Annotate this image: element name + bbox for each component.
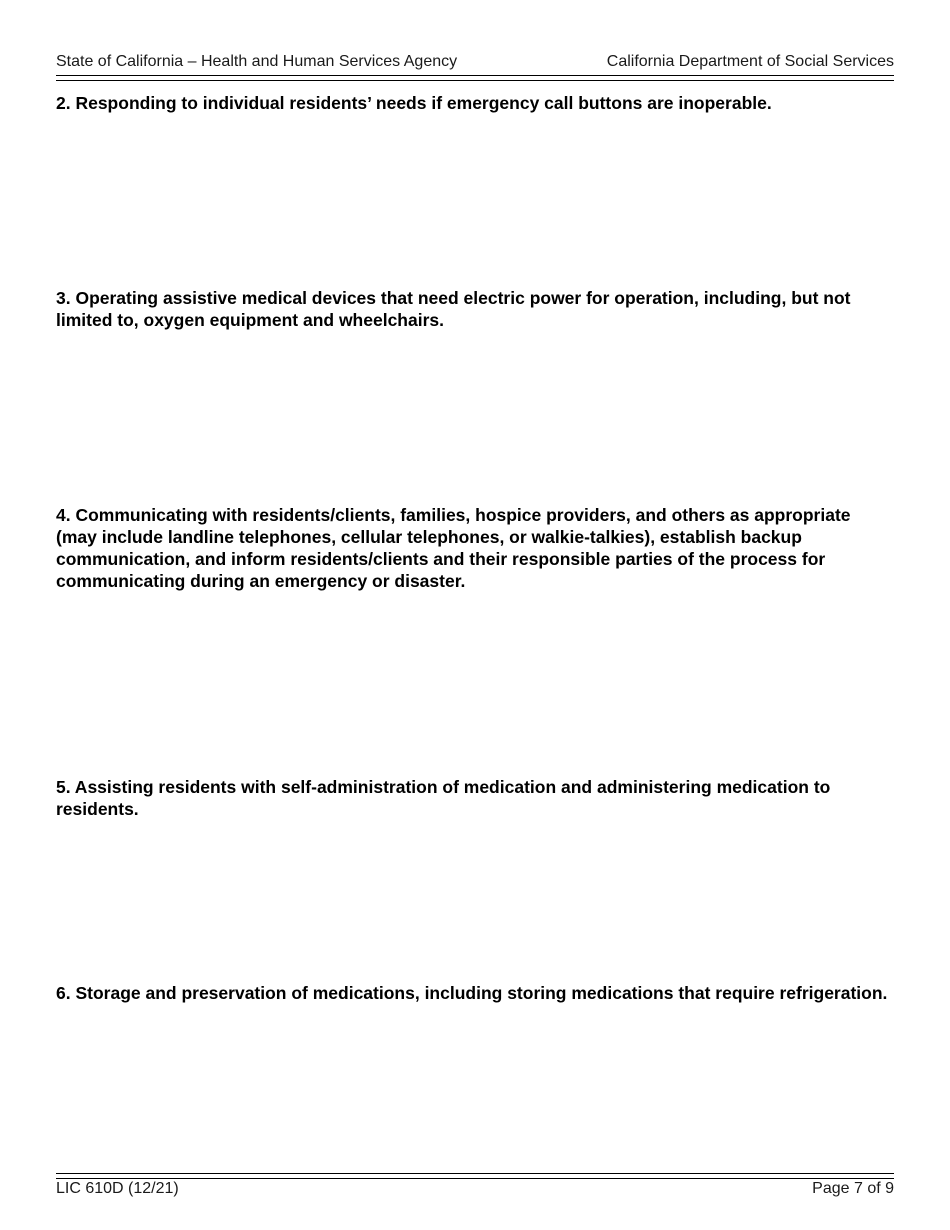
question-6: 6. Storage and preservation of medications, including storing medications that require refrigeration. — [56, 983, 888, 1003]
answer-field-2[interactable] — [56, 120, 894, 280]
form-id: LIC 610D (12/21) — [56, 1180, 179, 1197]
page-footer — [56, 1179, 894, 1201]
header-divider — [56, 75, 894, 81]
question-3: 3. Operating assistive medical devices that need electric power for operation, including, but not limited to, oxygen equipment and wheelchairs. — [56, 288, 851, 330]
department-name: California Department of Social Services — [606, 53, 894, 70]
agency-name: State of California – Health and Human Services Agency — [56, 53, 458, 70]
question-5: 5. Assisting residents with self-administration of medication and administering medication to residents. — [56, 777, 831, 819]
question-2: 2. Responding to individual residents’ needs if emergency call buttons are inoperable. — [56, 93, 772, 113]
answer-field-4[interactable] — [56, 598, 894, 768]
page-header — [56, 52, 894, 74]
answer-field-6[interactable] — [56, 1032, 894, 1164]
question-4: 4. Communicating with residents/clients, families, hospice providers, and others as appropriate (may include landline telephones, cellular telephones, or walkie-talkies), establish backup communication, and inform residents/clients and their responsible parties of the process for communicating during an emergency or disaster. — [56, 505, 851, 591]
answer-field-5[interactable] — [56, 826, 894, 976]
page-number: Page 7 of 9 — [812, 1180, 894, 1197]
answer-field-3[interactable] — [56, 336, 894, 496]
